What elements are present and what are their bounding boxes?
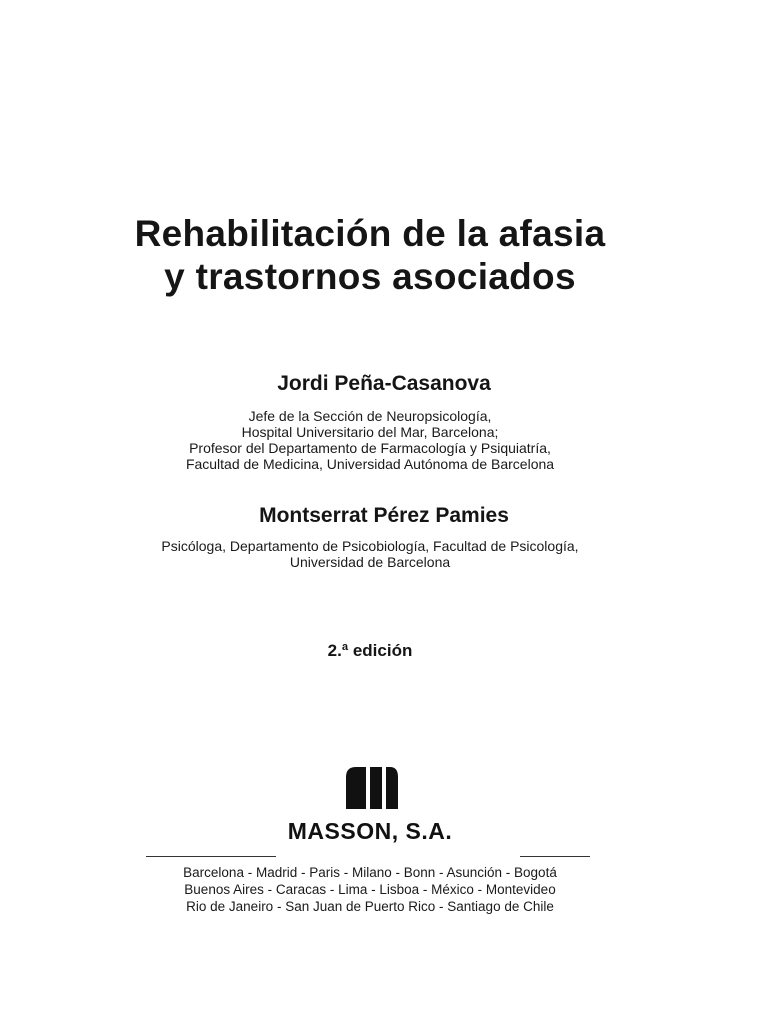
masson-logo-icon xyxy=(346,767,398,809)
affiliation-line: Psicóloga, Departamento de Psicobiología, Facultad de Psicología, xyxy=(161,538,579,554)
divider-right xyxy=(520,856,590,857)
author-name-1: Jordi Peña-Casanova xyxy=(277,372,491,395)
author-name-2: Montserrat Pérez Pamies xyxy=(259,504,509,527)
affiliation-line: Profesor del Departamento de Farmacología y Psiquiatría, xyxy=(189,440,551,456)
affiliation-line: Universidad de Barcelona xyxy=(289,554,451,570)
book-title xyxy=(60,212,680,298)
author-affiliation-1 xyxy=(70,408,670,472)
affiliation-line: Jefe de la Sección de Neuropsicología, xyxy=(248,408,492,424)
divider-left xyxy=(146,856,276,857)
cities-line: Rio de Janeiro - San Juan de Puerto Rico - Santiago de Chile xyxy=(186,899,554,914)
author-affiliation-2 xyxy=(70,538,670,570)
cities-line: Barcelona - Madrid - Paris - Milano - Bonn - Asunción - Bogotá xyxy=(183,865,557,880)
affiliation-line: Hospital Universitario del Mar, Barcelona; xyxy=(241,424,499,440)
book-title-line-2: y trastornos asociados xyxy=(164,256,576,297)
book-title-line-1: Rehabilitación de la afasia xyxy=(134,213,606,254)
affiliation-line: Facultad de Medicina, Universidad Autónoma de Barcelona xyxy=(185,456,555,472)
cities-line: Buenos Aires - Caracas - Lima - Lisboa - México - Montevideo xyxy=(184,882,556,897)
publisher-cities xyxy=(100,864,640,915)
publisher-name: MASSON, S.A. xyxy=(287,818,453,844)
edition-label: 2.ª edición xyxy=(327,641,413,660)
